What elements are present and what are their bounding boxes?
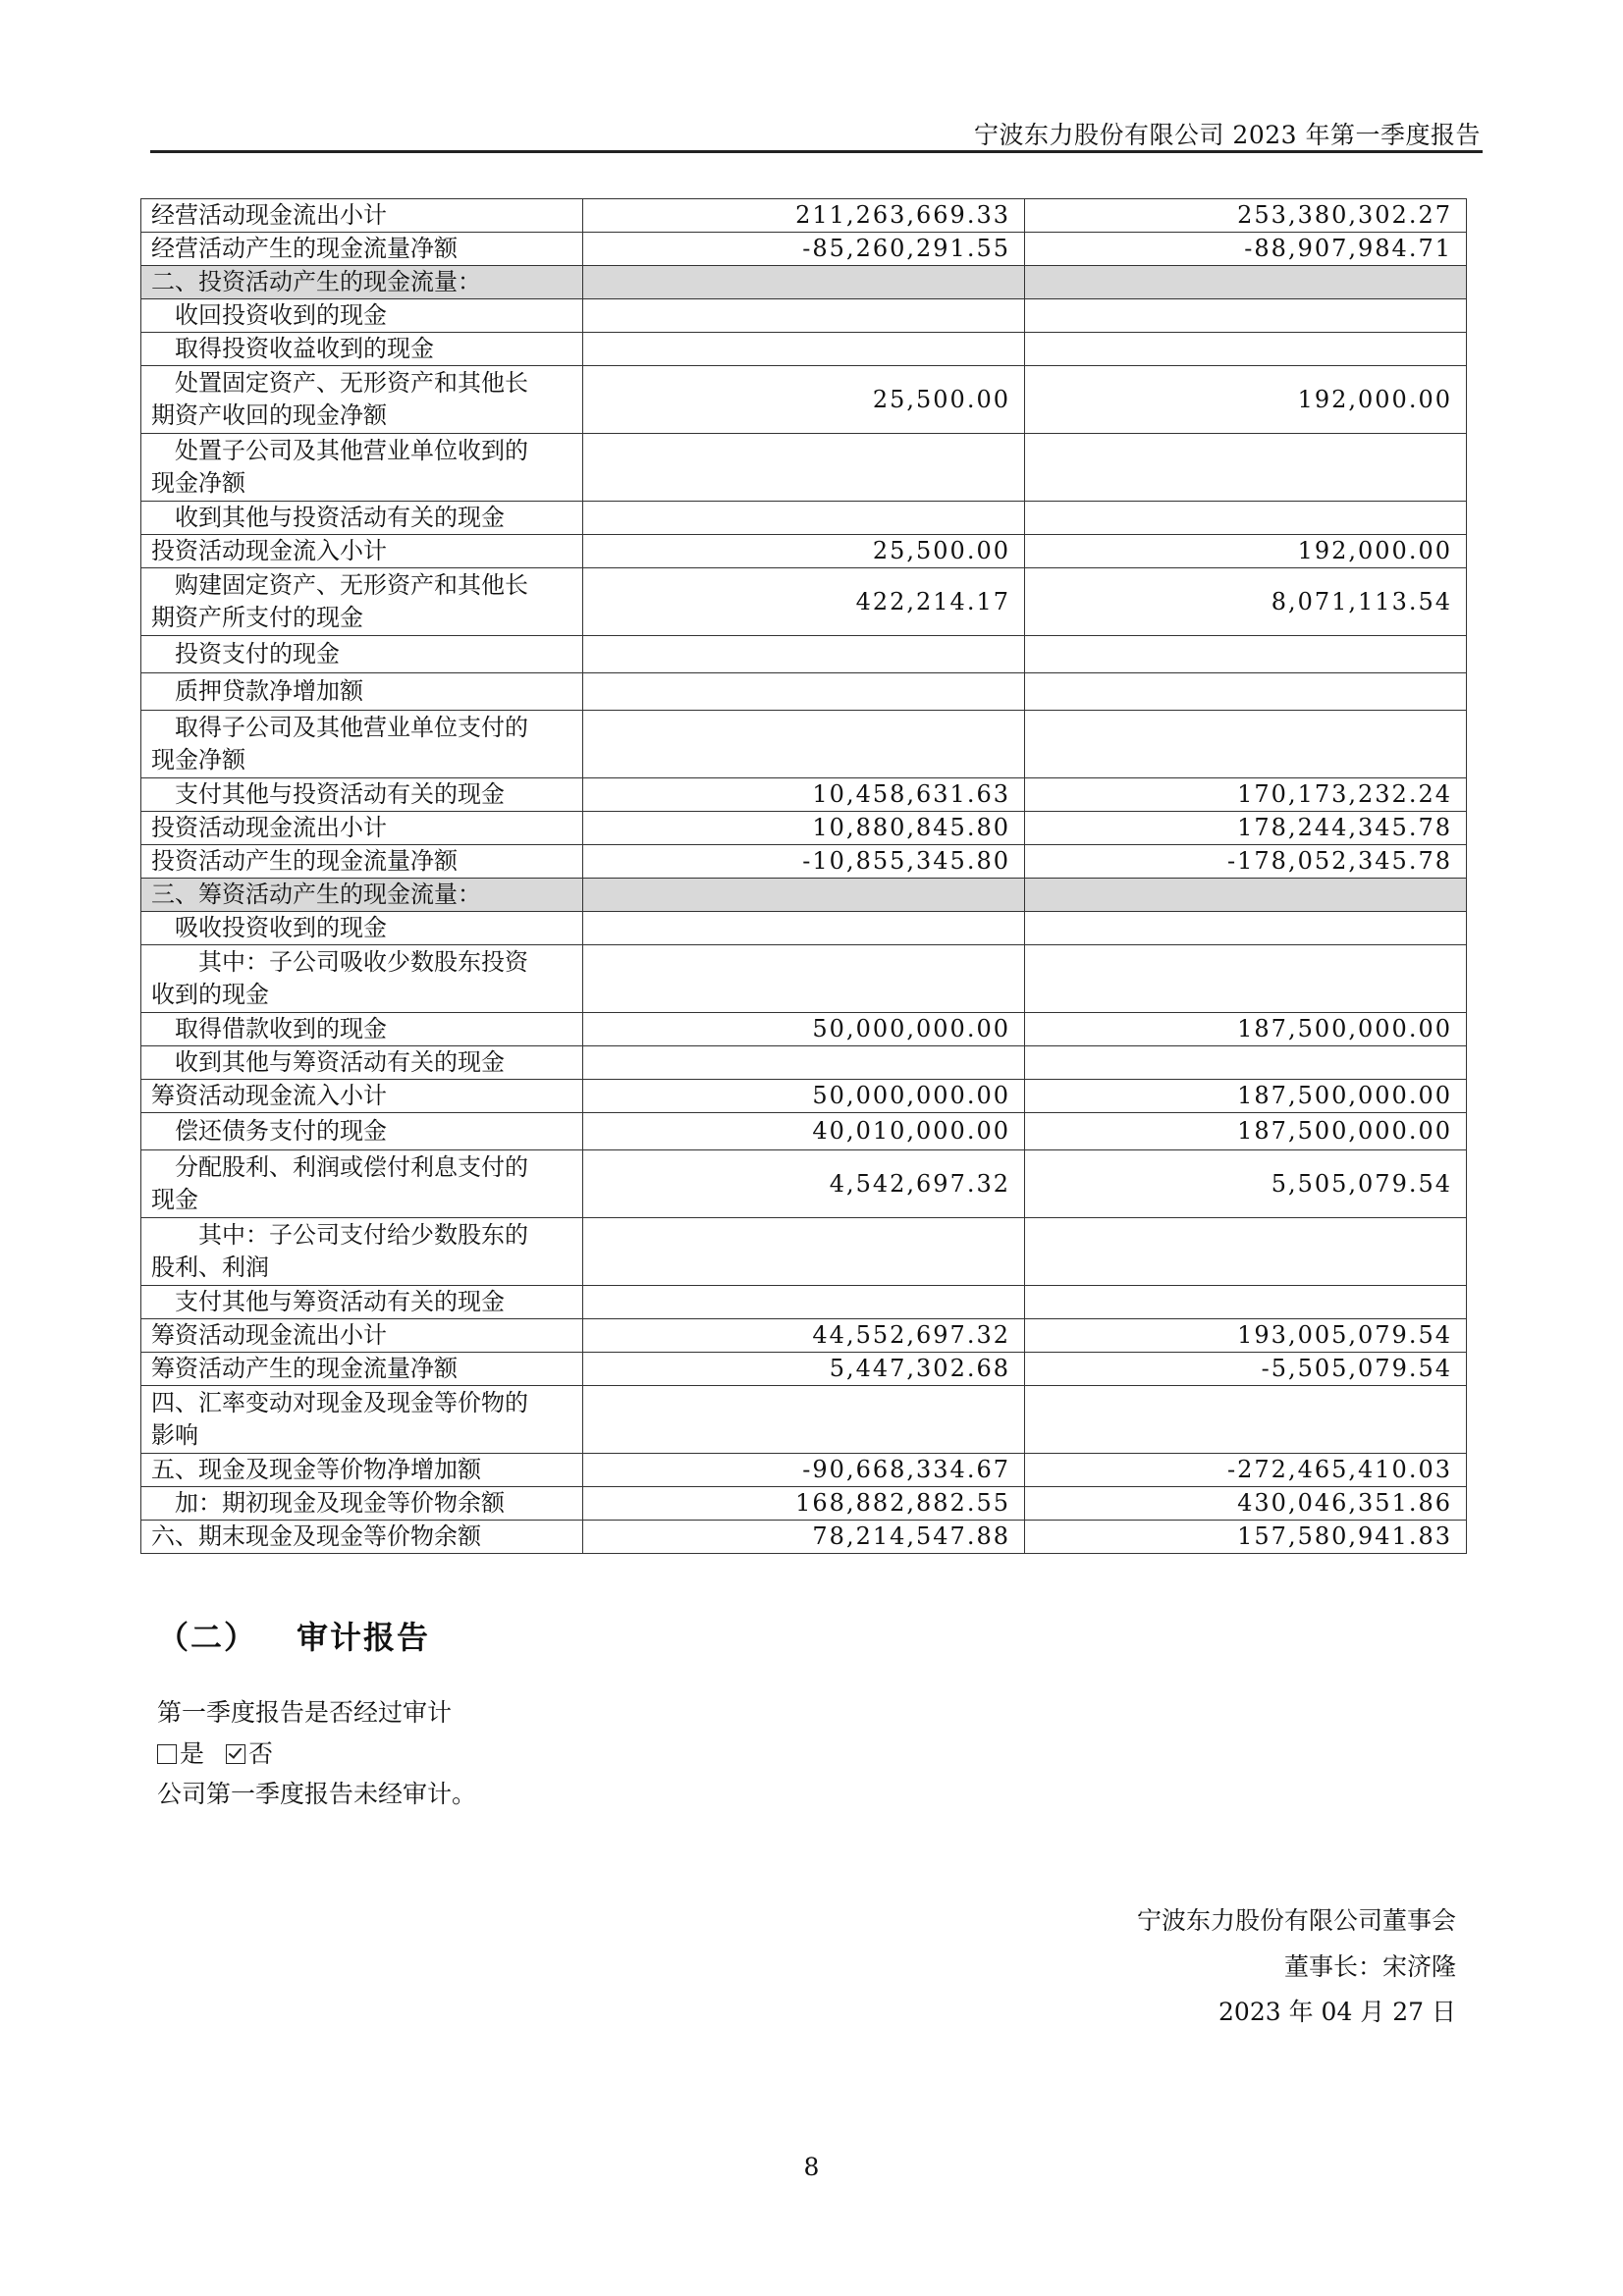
table-row — [141, 673, 1467, 711]
prior-period-value: 187,500,000.00 — [1025, 1013, 1467, 1046]
row-label — [141, 1386, 583, 1454]
checkbox-empty-icon — [157, 1744, 177, 1764]
table-row — [141, 636, 1467, 673]
cash-flow-table-body — [141, 199, 1467, 1554]
table-row — [141, 945, 1467, 1013]
row-label: 三、筹资活动产生的现金流量： — [141, 879, 583, 912]
row-label: 投资活动现金流入小计 — [141, 535, 583, 568]
row-label: 六、期末现金及现金等价物余额 — [141, 1521, 583, 1554]
prior-period-value — [1025, 1046, 1467, 1080]
prior-period-value: 193,005,079.54 — [1025, 1319, 1467, 1353]
row-label: 取得投资收益收到的现金 — [141, 333, 583, 366]
row-label-line1: 四、汇率变动对现金及现金等价物的 — [151, 1389, 528, 1416]
table-row — [141, 1454, 1467, 1487]
current-period-value: 25,500.00 — [583, 535, 1025, 568]
prior-period-value: 187,500,000.00 — [1025, 1113, 1467, 1150]
row-label: 偿还债务支付的现金 — [141, 1113, 583, 1150]
current-period-value — [583, 333, 1025, 366]
cash-flow-table — [140, 198, 1467, 1554]
prior-period-value: 430,046,351.86 — [1025, 1487, 1467, 1521]
prior-period-value: 178,244,345.78 — [1025, 812, 1467, 845]
current-period-value — [583, 912, 1025, 945]
current-period-value — [583, 1218, 1025, 1286]
current-period-value — [583, 502, 1025, 535]
signature-chairman: 董事长：宋济隆 — [1283, 1952, 1456, 1981]
row-label-line1: 购建固定资产、无形资产和其他长 — [175, 571, 528, 599]
row-label: 五、现金及现金等价物净增加额 — [141, 1454, 583, 1487]
row-label: 投资活动产生的现金流量净额 — [141, 845, 583, 879]
table-row — [141, 1080, 1467, 1113]
current-period-value — [583, 1386, 1025, 1454]
current-period-value — [583, 879, 1025, 912]
table-row — [141, 845, 1467, 879]
row-label-line2: 期资产所支付的现金 — [151, 604, 363, 631]
row-label-line2: 股利、利润 — [151, 1254, 269, 1281]
table-row — [141, 1319, 1467, 1353]
current-period-value — [583, 673, 1025, 711]
current-period-value — [583, 299, 1025, 333]
current-period-value — [583, 1286, 1025, 1319]
audit-note: 公司第一季度报告未经审计。 — [157, 1780, 477, 1808]
row-label: 支付其他与投资活动有关的现金 — [141, 778, 583, 812]
table-row — [141, 535, 1467, 568]
table-row — [141, 812, 1467, 845]
header-rule — [150, 150, 1483, 153]
table-section-row — [141, 266, 1467, 299]
audit-option-yes — [157, 1735, 204, 1770]
table-row — [141, 1386, 1467, 1454]
section-heading-number: （二） — [157, 1619, 258, 1656]
current-period-value: 78,214,547.88 — [583, 1521, 1025, 1554]
row-label: 经营活动现金流出小计 — [141, 199, 583, 233]
audit-option-no — [226, 1735, 273, 1770]
table-row — [141, 912, 1467, 945]
page-number: 8 — [803, 2153, 820, 2181]
current-period-value: 40,010,000.00 — [583, 1113, 1025, 1150]
prior-period-value: 192,000.00 — [1025, 366, 1467, 434]
current-period-value — [583, 945, 1025, 1013]
row-label: 支付其他与筹资活动有关的现金 — [141, 1286, 583, 1319]
prior-period-value: -272,465,410.03 — [1025, 1454, 1467, 1487]
prior-period-value: -88,907,984.71 — [1025, 233, 1467, 266]
prior-period-value: 157,580,941.83 — [1025, 1521, 1467, 1554]
prior-period-value — [1025, 502, 1467, 535]
row-label-line2: 期资产收回的现金净额 — [151, 401, 387, 429]
current-period-value: 10,458,631.63 — [583, 778, 1025, 812]
current-period-value: -90,668,334.67 — [583, 1454, 1025, 1487]
row-label — [141, 568, 583, 636]
row-label-line2: 现金净额 — [151, 469, 245, 497]
section-heading-text: 审计报告 — [297, 1619, 431, 1656]
table-row — [141, 1286, 1467, 1319]
prior-period-value: 187,500,000.00 — [1025, 1080, 1467, 1113]
row-label — [141, 945, 583, 1013]
prior-period-value — [1025, 636, 1467, 673]
row-label-line2: 影响 — [151, 1421, 198, 1449]
table-row — [141, 199, 1467, 233]
audit-option-no-label: 否 — [247, 1739, 273, 1768]
table-row — [141, 1521, 1467, 1554]
table-row — [141, 711, 1467, 778]
current-period-value: 25,500.00 — [583, 366, 1025, 434]
row-label-line2: 收到的现金 — [151, 981, 269, 1008]
current-period-value — [583, 636, 1025, 673]
row-label: 投资支付的现金 — [141, 636, 583, 673]
row-label-line1: 处置子公司及其他营业单位收到的 — [175, 437, 528, 464]
row-label-line1: 分配股利、利润或偿付利息支付的 — [175, 1153, 528, 1181]
row-label: 收到其他与投资活动有关的现金 — [141, 502, 583, 535]
row-label: 二、投资活动产生的现金流量： — [141, 266, 583, 299]
row-label — [141, 1218, 583, 1286]
row-label: 筹资活动现金流入小计 — [141, 1080, 583, 1113]
row-label: 收回投资收到的现金 — [141, 299, 583, 333]
table-row — [141, 233, 1467, 266]
audit-option-yes-label: 是 — [180, 1739, 205, 1768]
table-row — [141, 1150, 1467, 1218]
table-row — [141, 502, 1467, 535]
prior-period-value — [1025, 711, 1467, 778]
table-row — [141, 1353, 1467, 1386]
prior-period-value — [1025, 1218, 1467, 1286]
row-label: 吸收投资收到的现金 — [141, 912, 583, 945]
current-period-value — [583, 266, 1025, 299]
row-label: 收到其他与筹资活动有关的现金 — [141, 1046, 583, 1080]
row-label — [141, 366, 583, 434]
prior-period-value: 253,380,302.27 — [1025, 199, 1467, 233]
row-label-line1: 处置固定资产、无形资产和其他长 — [175, 369, 528, 397]
table-row — [141, 1046, 1467, 1080]
prior-period-value: -178,052,345.78 — [1025, 845, 1467, 879]
audit-question: 第一季度报告是否经过审计 — [157, 1698, 453, 1727]
current-period-value: 5,447,302.68 — [583, 1353, 1025, 1386]
table-row — [141, 1487, 1467, 1521]
row-label-line1: 其中：子公司支付给少数股东的 — [198, 1221, 528, 1249]
row-label-line1: 其中：子公司吸收少数股东投资 — [198, 948, 528, 976]
row-label — [141, 1150, 583, 1218]
current-period-value: 4,542,697.32 — [583, 1150, 1025, 1218]
prior-period-value — [1025, 673, 1467, 711]
audit-options — [157, 1735, 287, 1770]
table-section-row — [141, 879, 1467, 912]
table-row — [141, 568, 1467, 636]
current-period-value — [583, 434, 1025, 502]
table-row — [141, 299, 1467, 333]
row-label-line1: 取得子公司及其他营业单位支付的 — [175, 714, 528, 741]
prior-period-value — [1025, 1386, 1467, 1454]
table-row — [141, 434, 1467, 502]
current-period-value: 50,000,000.00 — [583, 1080, 1025, 1113]
row-label: 筹资活动现金流出小计 — [141, 1319, 583, 1353]
prior-period-value — [1025, 879, 1467, 912]
table-row — [141, 1013, 1467, 1046]
row-label: 加：期初现金及现金等价物余额 — [141, 1487, 583, 1521]
prior-period-value: 8,071,113.54 — [1025, 568, 1467, 636]
prior-period-value — [1025, 299, 1467, 333]
row-label: 筹资活动产生的现金流量净额 — [141, 1353, 583, 1386]
row-label-line2: 现金净额 — [151, 746, 245, 774]
prior-period-value — [1025, 434, 1467, 502]
prior-period-value — [1025, 266, 1467, 299]
current-period-value: 422,214.17 — [583, 568, 1025, 636]
prior-period-value: 170,173,232.24 — [1025, 778, 1467, 812]
signature-board: 宁波东力股份有限公司董事会 — [1136, 1906, 1456, 1935]
table-row — [141, 366, 1467, 434]
checkbox-checked-icon — [226, 1744, 245, 1764]
prior-period-value — [1025, 333, 1467, 366]
current-period-value: 10,880,845.80 — [583, 812, 1025, 845]
row-label — [141, 711, 583, 778]
signature-date: 2023 年 04 月 27 日 — [1218, 1998, 1456, 2026]
current-period-value: 50,000,000.00 — [583, 1013, 1025, 1046]
current-period-value: 44,552,697.32 — [583, 1319, 1025, 1353]
row-label: 经营活动产生的现金流量净额 — [141, 233, 583, 266]
row-label: 质押贷款净增加额 — [141, 673, 583, 711]
report-header-title: 宁波东力股份有限公司 2023 年第一季度报告 — [973, 121, 1481, 149]
current-period-value — [583, 711, 1025, 778]
row-label-line2: 现金 — [151, 1186, 198, 1213]
section-heading — [157, 1613, 430, 1658]
current-period-value: 211,263,669.33 — [583, 199, 1025, 233]
table-row — [141, 1113, 1467, 1150]
current-period-value — [583, 1046, 1025, 1080]
prior-period-value: 192,000.00 — [1025, 535, 1467, 568]
prior-period-value: -5,505,079.54 — [1025, 1353, 1467, 1386]
current-period-value: -10,855,345.80 — [583, 845, 1025, 879]
prior-period-value — [1025, 912, 1467, 945]
prior-period-value — [1025, 1286, 1467, 1319]
row-label — [141, 434, 583, 502]
prior-period-value — [1025, 945, 1467, 1013]
prior-period-value: 5,505,079.54 — [1025, 1150, 1467, 1218]
table-row — [141, 778, 1467, 812]
current-period-value: -85,260,291.55 — [583, 233, 1025, 266]
table-row — [141, 333, 1467, 366]
row-label: 取得借款收到的现金 — [141, 1013, 583, 1046]
table-row — [141, 1218, 1467, 1286]
row-label: 投资活动现金流出小计 — [141, 812, 583, 845]
current-period-value: 168,882,882.55 — [583, 1487, 1025, 1521]
